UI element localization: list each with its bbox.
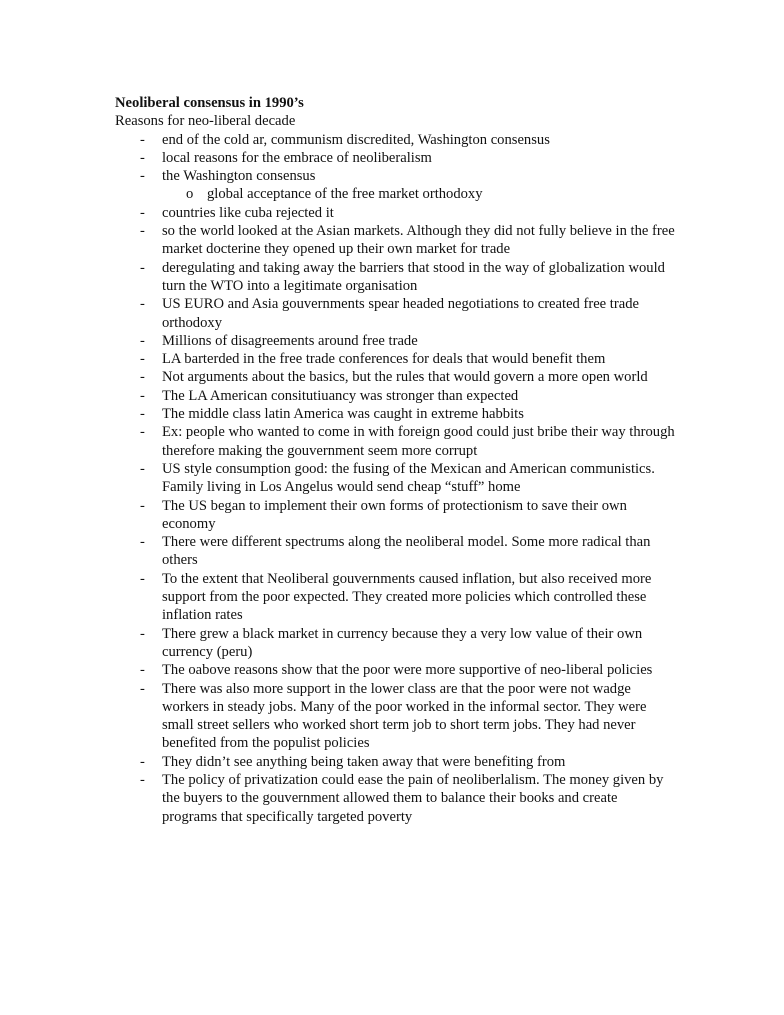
list-item: - There were different spectrums along the neoliberal model. Some more radical than others [115, 533, 675, 570]
list-item: - There grew a black market in currency because they a very low value of their own currency (peru) [115, 625, 675, 662]
list-item: - The middle class latin America was caught in extreme habbits [115, 405, 675, 423]
notes-list [115, 131, 675, 826]
list-item: - LA barterded in the free trade conferences for deals that would benefit them [115, 350, 675, 368]
list-item: - They didn’t see anything being taken away that were benefiting from [115, 753, 675, 771]
list-item: - The LA American consitutiuancy was stronger than expected [115, 387, 675, 405]
document-subtitle: Reasons for neo-liberal decade [115, 113, 296, 130]
list-item: - Ex: people who wanted to come in with foreign good could just bribe their way through therefore making the gouvernment seem more corrupt [115, 423, 675, 460]
list-item: - There was also more support in the lower class are that the poor were not wadge workers in steady jobs. Many of the poor worked in the informal sector. They were small street sellers who worked short term job to short term jobs. They had never benefited from the populist policies [115, 680, 675, 753]
list-item: - Millions of disagreements around free trade [115, 332, 675, 350]
list-item: - The oabove reasons show that the poor were more supportive of neo-liberal policies [115, 661, 675, 679]
list-item: - the Washington consensus [115, 167, 675, 185]
list-item: - local reasons for the embrace of neoliberalism [115, 149, 675, 167]
document-title: Neoliberal consensus in 1990’s [115, 95, 304, 111]
document-page [115, 94, 675, 826]
list-item: - Not arguments about the basics, but the rules that would govern a more open world [115, 368, 675, 386]
list-item: - To the extent that Neoliberal gouvernments caused inflation, but also received more support from the poor expected. They created more policies which controlled these inflation rates [115, 570, 675, 625]
list-item: - so the world looked at the Asian markets. Although they did not fully believe in the free market docterine they opened up their own market for trade [115, 222, 675, 259]
list-item: - deregulating and taking away the barriers that stood in the way of globalization would turn the WTO into a legitimate organisation [115, 259, 675, 296]
list-item: - US style consumption good: the fusing of the Mexican and American communistics. Family living in Los Angelus would send cheap “stuff” home [115, 460, 675, 497]
sub-list-item: o global acceptance of the free market orthodoxy [115, 185, 675, 203]
list-item: - The US began to implement their own forms of protectionism to save their own economy [115, 497, 675, 534]
list-item: - The policy of privatization could ease the pain of neoliberlalism. The money given by the buyers to the gouvernment allowed them to balance their books and create programs that specifically targeted poverty [115, 771, 675, 826]
list-item: - US EURO and Asia gouvernments spear headed negotiations to created free trade orthodoxy [115, 295, 675, 332]
list-item: - countries like cuba rejected it [115, 204, 675, 222]
list-item: - end of the cold ar, communism discredited, Washington consensus [115, 131, 675, 149]
